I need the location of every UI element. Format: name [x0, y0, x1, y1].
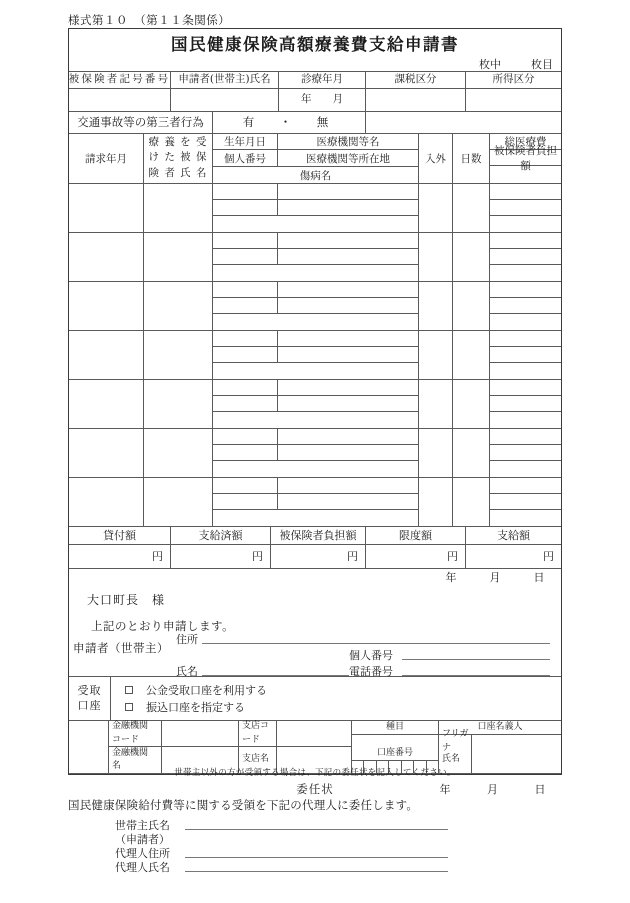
branch-name-label: 支店名 [239, 747, 277, 773]
header-label-insured-number: 被保険者記号番号 [69, 72, 171, 89]
cell-insured-burden[interactable] [490, 200, 561, 216]
cell-personal-number[interactable] [213, 445, 277, 460]
receiving-account-section [69, 677, 561, 721]
name-label: 氏名 [176, 665, 198, 678]
accident-blank[interactable] [366, 112, 561, 134]
header-value-applicant-name[interactable] [171, 89, 279, 112]
delegation-label-agent-address: 代理人住所 [115, 847, 170, 860]
cell-in-out[interactable] [419, 282, 452, 330]
table-row [69, 331, 561, 380]
summary-value-loan[interactable]: 円 [69, 545, 171, 569]
applicant-block-label: 申請者（世帯主） [73, 641, 169, 655]
cell-institution-name[interactable] [278, 282, 418, 298]
sheet-of-label: 枚中 [479, 57, 501, 71]
application-date-year: 年 [445, 571, 457, 584]
option-transfer-account-label: 振込口座を指定する [146, 701, 245, 714]
name-input[interactable] [202, 663, 349, 676]
summary-value-payment[interactable]: 円 [466, 545, 561, 569]
table-row [69, 380, 561, 429]
personal-number-input[interactable] [402, 647, 550, 660]
cell-institution-address[interactable] [278, 298, 418, 313]
delegation-note: 世帯主以外の方が受領する場合は、下記の委任状を記入してください。 [174, 768, 456, 778]
delegation-input-householder[interactable] [185, 817, 448, 830]
delegation-input-agent-address[interactable] [185, 845, 448, 858]
cell-total-cost[interactable] [490, 380, 561, 396]
th-in-out: 入外 [425, 152, 446, 165]
cell-birthdate[interactable] [213, 478, 277, 494]
cell-insured-burden[interactable] [490, 445, 561, 461]
summary-value-burden[interactable]: 円 [271, 545, 366, 569]
cell-burden-spacer[interactable] [490, 314, 561, 330]
cell-total-cost[interactable] [490, 282, 561, 298]
header-label-applicant-name: 申請者(世帯主)氏名 [171, 72, 279, 89]
application-date-month: 月 [489, 571, 501, 584]
cell-birthdate[interactable] [213, 184, 277, 200]
cell-institution-name[interactable] [278, 184, 418, 200]
cell-birthdate[interactable] [213, 429, 277, 445]
cell-institution-address[interactable] [278, 249, 418, 264]
summary-label-limit: 限度額 [366, 527, 466, 545]
cell-personal-number[interactable] [213, 494, 277, 509]
cell-personal-number[interactable] [213, 347, 277, 362]
header-value-insured-number[interactable] [69, 89, 171, 112]
cell-patient-name[interactable] [144, 282, 212, 330]
th-total-cost: 総医療費 [490, 134, 561, 150]
cell-birthdate[interactable] [213, 233, 277, 249]
cell-disease[interactable] [213, 265, 418, 281]
phone-input[interactable] [402, 663, 550, 676]
cell-institution-name[interactable] [278, 331, 418, 347]
cell-institution-name[interactable] [278, 233, 418, 249]
cell-patient-name[interactable] [144, 478, 212, 526]
cell-days[interactable] [453, 331, 489, 379]
cell-institution-address[interactable] [278, 347, 418, 362]
cell-institution-name[interactable] [278, 429, 418, 445]
cell-days[interactable] [453, 282, 489, 330]
application-date-day: 日 [533, 571, 545, 584]
delegation-label-householder: 世帯主氏名 [115, 819, 170, 832]
cell-patient-name[interactable] [144, 331, 212, 379]
cell-patient-name[interactable] [144, 184, 212, 232]
delegation-label-applicant: （申請者） [115, 833, 170, 846]
cell-disease[interactable] [213, 216, 418, 232]
cell-claim-month[interactable] [69, 233, 143, 281]
header-value-tax-class[interactable] [366, 89, 466, 112]
applicant-block [69, 585, 561, 677]
cell-birthdate[interactable] [213, 380, 277, 396]
third-party-accident-row [69, 112, 561, 134]
delegation-date[interactable] [423, 781, 562, 797]
address-input[interactable] [202, 631, 550, 644]
institution-code-label: 金融機関 コード [109, 721, 162, 747]
header-label-tax-class: 課税区分 [366, 72, 466, 89]
header-value-row [69, 89, 561, 112]
table-row [69, 184, 561, 233]
delegation-date-month: 月 [487, 783, 498, 796]
th-patient-name: 療 養 を 受 け た 被 保 険 者 氏 名 [148, 136, 208, 179]
delegation-lead: 国民健康保険給付費等に関する受領を下記の代理人に委任します。 [68, 798, 419, 812]
cell-claim-month[interactable] [69, 478, 143, 526]
cell-disease[interactable] [213, 461, 418, 477]
cell-total-cost[interactable] [490, 478, 561, 494]
sheet-counter [69, 56, 561, 72]
table-row [69, 282, 561, 331]
cell-personal-number[interactable] [213, 396, 277, 411]
phone-label: 電話番号 [349, 665, 393, 678]
cell-personal-number[interactable] [213, 200, 277, 215]
option-transfer-account[interactable] [125, 699, 561, 715]
delegation-date-year: 年 [439, 783, 451, 796]
cell-claim-month[interactable] [69, 429, 143, 477]
claim-table-body [69, 184, 561, 527]
furigana-label: フリガナ [439, 735, 472, 748]
cell-patient-name[interactable] [144, 233, 212, 281]
cell-institution-name[interactable] [278, 478, 418, 494]
cell-in-out[interactable] [419, 429, 452, 477]
cell-burden-spacer[interactable] [490, 510, 561, 526]
cell-in-out[interactable] [419, 184, 452, 232]
cell-disease[interactable] [213, 412, 418, 428]
institution-code-input[interactable] [162, 721, 239, 747]
cell-insured-burden[interactable] [490, 249, 561, 265]
account-number-label: 口座番号 [352, 747, 438, 761]
th-spacer [490, 166, 561, 182]
personal-number-label: 個人番号 [349, 649, 393, 662]
cell-in-out[interactable] [419, 478, 452, 526]
option-public-account[interactable] [125, 682, 561, 698]
declaration-text: 上記のとおり申請します。 [91, 619, 235, 633]
cell-total-cost[interactable] [490, 331, 561, 347]
cell-birthdate[interactable] [213, 282, 277, 298]
checkbox-icon[interactable] [125, 703, 133, 711]
header-value-treatment-month[interactable]: 年 月 [279, 89, 366, 112]
th-claim-month: 請求年月 [85, 152, 127, 165]
account-type-cell [352, 721, 439, 747]
account-holder-cell [439, 721, 561, 753]
cell-total-cost[interactable] [490, 233, 561, 249]
main-form-frame [68, 28, 562, 775]
holder-name-label: 氏名 [439, 747, 472, 773]
header-label-row [69, 72, 561, 89]
receiving-account-options [111, 677, 561, 720]
th-institution-name: 医療機関等名 [278, 134, 418, 150]
application-date[interactable] [69, 569, 561, 585]
summary-label-loan: 貸付額 [69, 527, 171, 545]
cell-claim-month[interactable] [69, 331, 143, 379]
summary-label-payment: 支給額 [466, 527, 561, 545]
cell-disease[interactable] [213, 363, 418, 379]
cell-insured-burden[interactable] [490, 494, 561, 510]
th-institution-address: 医療機関等所在地 [306, 152, 390, 165]
option-public-account-label: 公金受取口座を利用する [146, 684, 267, 697]
cell-days[interactable] [453, 184, 489, 232]
cell-burden-spacer[interactable] [490, 363, 561, 379]
cell-personal-number[interactable] [213, 249, 277, 264]
sheet-num-label: 枚目 [531, 57, 553, 71]
th-disease: 傷病名 [213, 166, 418, 183]
summary-label-row [69, 527, 561, 545]
cell-burden-spacer[interactable] [490, 461, 561, 477]
cell-claim-month[interactable] [69, 380, 143, 428]
cell-total-cost[interactable] [490, 184, 561, 200]
cell-disease[interactable] [213, 314, 418, 330]
cell-burden-spacer[interactable] [490, 412, 561, 428]
cell-institution-address[interactable] [278, 396, 418, 411]
delegation-label-agent-name: 代理人氏名 [115, 861, 170, 874]
cell-insured-burden[interactable] [490, 347, 561, 363]
cell-birthdate[interactable] [213, 331, 277, 347]
cell-institution-name[interactable] [278, 380, 418, 396]
institution-name-label: 金融機関 名 [109, 747, 162, 773]
th-birthdate: 生年月日 [213, 134, 277, 150]
cell-institution-address[interactable] [278, 200, 418, 215]
claim-table-header [69, 134, 561, 183]
addressee: 大口町長 様 [87, 593, 166, 607]
cell-burden-spacer[interactable] [490, 216, 561, 232]
cell-in-out[interactable] [419, 380, 452, 428]
delegation-input-agent-name[interactable] [185, 859, 448, 872]
th-insured-burden: 被保険者負担額 [490, 150, 561, 166]
summary-label-paid: 支給済額 [171, 527, 271, 545]
account-type-label: 種目 [352, 721, 438, 735]
account-holder-label: 口座名義人 [439, 721, 561, 735]
summary-value-limit[interactable]: 円 [366, 545, 466, 569]
cell-institution-address[interactable] [278, 494, 418, 509]
cell-insured-burden[interactable] [490, 396, 561, 412]
page-title: 国民健康保険高額療養費支給申請書 [171, 34, 459, 54]
cell-total-cost[interactable] [490, 429, 561, 445]
cell-days[interactable] [453, 380, 489, 428]
cell-in-out[interactable] [419, 233, 452, 281]
branch-code-input[interactable] [277, 721, 352, 747]
table-row [69, 478, 561, 527]
cell-personal-number[interactable] [213, 298, 277, 313]
checkbox-icon[interactable] [125, 686, 133, 694]
header-label-treatment-month: 診療年月 [279, 72, 366, 89]
header-label-income-class: 所得区分 [466, 72, 561, 89]
cell-days[interactable] [453, 233, 489, 281]
accident-choice[interactable]: 有 ・ 無 [213, 112, 366, 134]
delegation-date-day: 日 [534, 783, 546, 796]
cell-disease[interactable] [213, 510, 418, 526]
form-number: 様式第１０ （第１１条関係） [68, 13, 231, 27]
table-row [69, 233, 561, 282]
summary-value-paid[interactable]: 円 [171, 545, 271, 569]
th-personal-number: 個人番号 [224, 152, 266, 165]
cell-institution-address[interactable] [278, 445, 418, 460]
branch-code-label: 支店コ ード [239, 721, 277, 747]
cell-days[interactable] [453, 429, 489, 477]
header-value-income-class[interactable] [466, 89, 561, 112]
cell-insured-burden[interactable] [490, 298, 561, 314]
summary-label-burden: 被保険者負担額 [271, 527, 366, 545]
receiving-account-label: 受取 口座 [69, 677, 111, 720]
th-days: 日数 [460, 152, 482, 165]
cell-in-out[interactable] [419, 331, 452, 379]
address-label: 住所 [176, 633, 198, 646]
cell-claim-month[interactable] [69, 282, 143, 330]
accident-label: 交通事故等の第三者行為 [69, 112, 213, 134]
cell-burden-spacer[interactable] [490, 265, 561, 281]
cell-claim-month[interactable] [69, 184, 143, 232]
delegation-title: 委任状 [296, 782, 334, 796]
table-row [69, 429, 561, 478]
cell-patient-name[interactable] [144, 380, 212, 428]
cell-days[interactable] [453, 478, 489, 526]
cell-patient-name[interactable] [144, 429, 212, 477]
summary-value-row [69, 545, 561, 569]
